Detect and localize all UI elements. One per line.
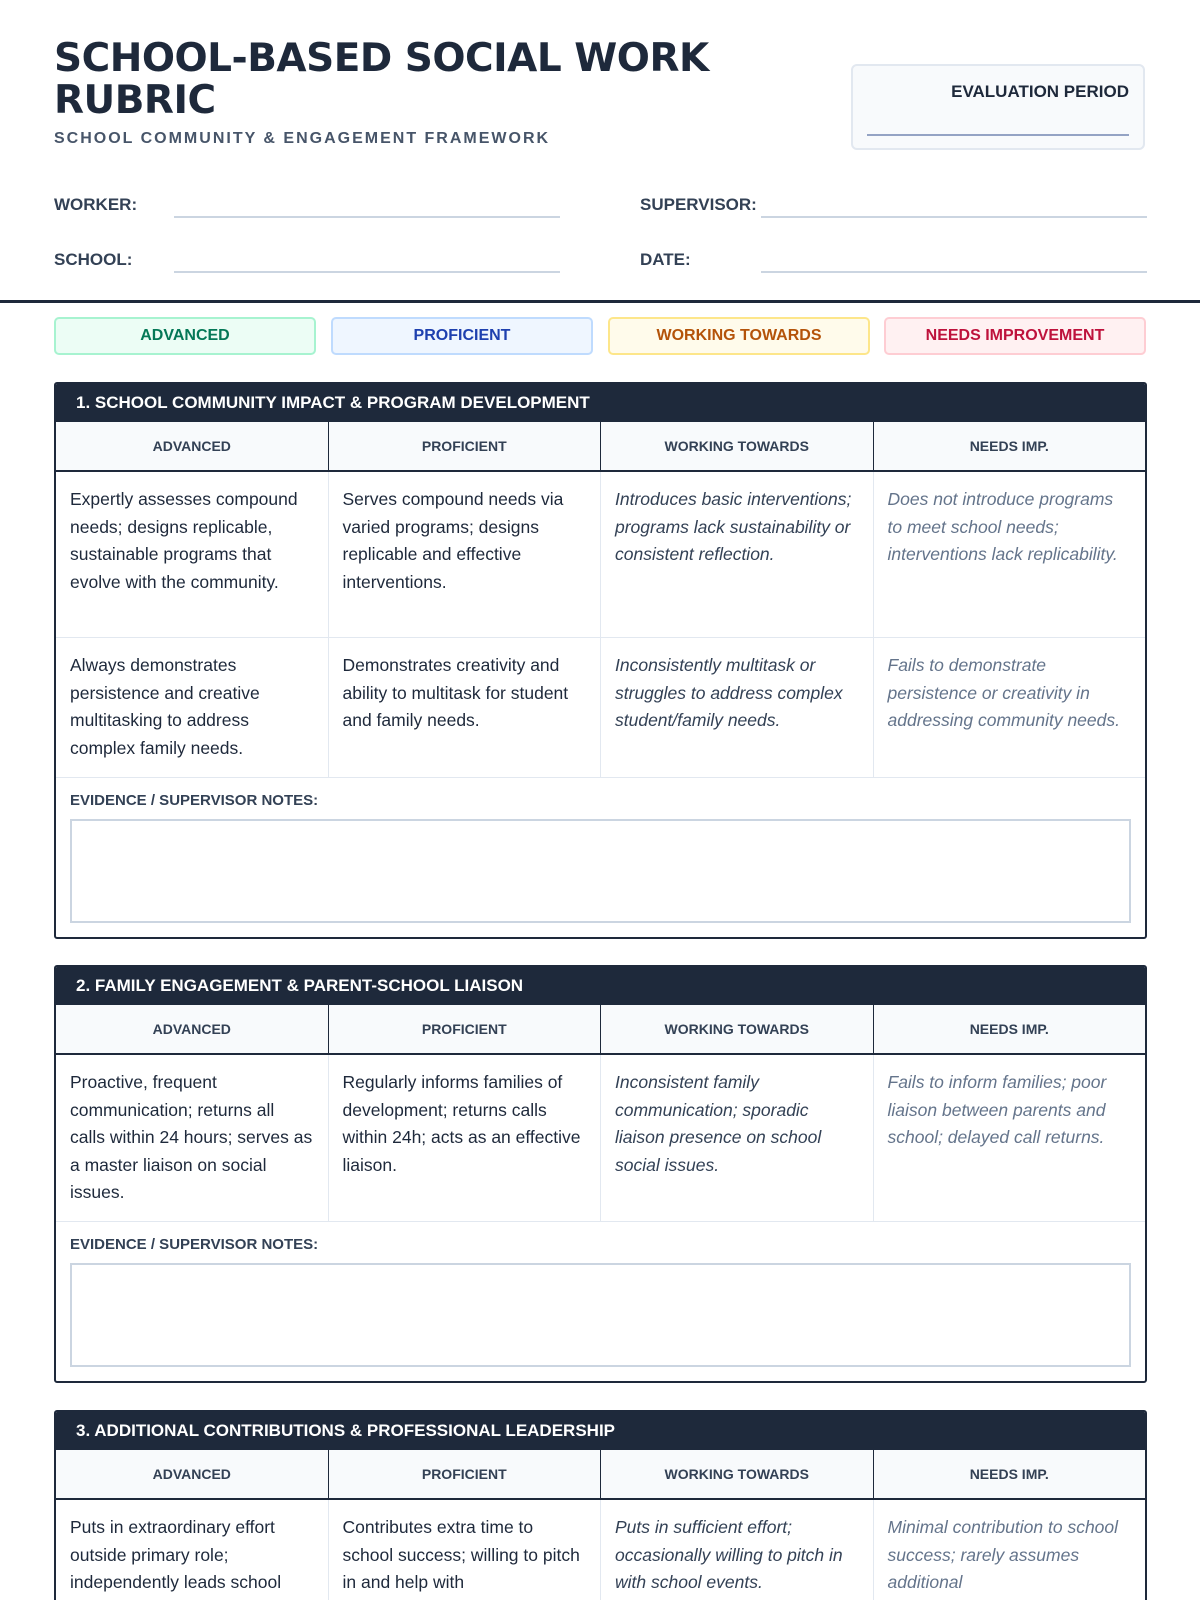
notes-area: [56, 1222, 1145, 1381]
header-divider: [0, 300, 1200, 303]
col-header-needs-improvement: NEEDS IMP.: [969, 438, 1049, 454]
col-header-advanced: ADVANCED: [56, 1005, 329, 1053]
notes-input[interactable]: [70, 819, 1131, 923]
cell-advanced[interactable]: Always demonstrates persistence and creative multitasking to address complex family needs.: [56, 638, 329, 777]
notes-label: EVIDENCE / SUPERVISOR NOTES:: [70, 1236, 319, 1253]
worker-label: WORKER:: [54, 195, 138, 214]
cell-working-towards[interactable]: Introduces basic interventions; programs lack sustainability or consistent reflection.: [601, 472, 874, 637]
legend-advanced: ADVANCED: [54, 317, 316, 355]
column-header-row: [56, 1005, 1145, 1055]
rubric-section-3: [54, 1410, 1147, 1600]
section-title: 3. ADDITIONAL CONTRIBUTIONS & PROFESSIONAL LEADERSHIP: [56, 1412, 1145, 1450]
evaluation-period-label: EVALUATION PERIOD: [951, 82, 1129, 101]
cell-working-towards[interactable]: Inconsistently multitask or struggles to address complex student/family needs.: [601, 638, 874, 777]
notes-area: [56, 778, 1145, 937]
worker-field[interactable]: [174, 216, 560, 218]
rubric-row: [56, 472, 1145, 638]
legend-needs-improvement: NEEDS IMPROVEMENT: [884, 317, 1146, 355]
col-header-proficient: PROFICIENT: [329, 1005, 602, 1053]
evaluation-period-field[interactable]: [867, 134, 1129, 136]
cell-proficient[interactable]: Regularly informs families of development; returns calls within 24h; acts as an effective liaison.: [329, 1055, 602, 1221]
cell-needs-improvement[interactable]: Fails to inform families; poor liaison between parents and school; delayed call returns.: [887, 1072, 1107, 1147]
cell-working-towards[interactable]: Inconsistent family communication; sporadic liaison presence on school social issues.: [601, 1055, 874, 1221]
legend-proficient: PROFICIENT: [331, 317, 593, 355]
date-field[interactable]: [761, 271, 1147, 273]
col-header-advanced: ADVANCED: [56, 422, 329, 470]
page-subtitle: SCHOOL COMMUNITY & ENGAGEMENT FRAMEWORK: [54, 130, 551, 147]
cell-proficient[interactable]: Contributes extra time to school success; willing to pitch in and help with: [329, 1500, 602, 1600]
column-header-row: [56, 422, 1145, 472]
col-header-working-towards: WORKING TOWARDS: [601, 422, 874, 470]
school-label: SCHOOL:: [54, 250, 133, 269]
col-header-working-towards: WORKING TOWARDS: [601, 1005, 874, 1053]
col-header-needs-improvement: NEEDS IMP.: [969, 1021, 1049, 1037]
notes-input[interactable]: [70, 1263, 1131, 1367]
cell-proficient[interactable]: Demonstrates creativity and ability to multitask for student and family needs.: [329, 638, 602, 777]
evaluation-period-box: [851, 64, 1145, 150]
column-header-row: [56, 1450, 1145, 1500]
cell-advanced[interactable]: Expertly assesses compound needs; designs replicable, sustainable programs that evolve with the community.: [56, 472, 329, 637]
supervisor-label: SUPERVISOR:: [640, 195, 757, 214]
supervisor-field[interactable]: [761, 216, 1147, 218]
date-label: DATE:: [640, 250, 691, 269]
rubric-row: [56, 638, 1145, 778]
col-header-working-towards: WORKING TOWARDS: [601, 1450, 874, 1498]
col-header-advanced: ADVANCED: [56, 1450, 329, 1498]
cell-advanced[interactable]: Puts in extraordinary effort outside primary role; independently leads school: [56, 1500, 329, 1600]
col-header-proficient: PROFICIENT: [329, 1450, 602, 1498]
section-title: 1. SCHOOL COMMUNITY IMPACT & PROGRAM DEVELOPMENT: [56, 384, 1145, 422]
col-header-proficient: PROFICIENT: [329, 422, 602, 470]
cell-needs-improvement[interactable]: Fails to demonstrate persistence or creativity in addressing community needs.: [887, 655, 1120, 730]
rubric-section-1: [54, 382, 1147, 939]
section-title: 2. FAMILY ENGAGEMENT & PARENT-SCHOOL LIAISON: [56, 967, 1145, 1005]
school-field[interactable]: [174, 271, 560, 273]
cell-proficient[interactable]: Serves compound needs via varied programs; designs replicable and effective interventions.: [329, 472, 602, 637]
legend-working-towards: WORKING TOWARDS: [608, 317, 870, 355]
cell-working-towards[interactable]: Puts in sufficient effort; occasionally willing to pitch in with school events.: [601, 1500, 874, 1600]
page-title: SCHOOL-BASED SOCIAL WORK RUBRIC: [54, 36, 709, 123]
rubric-section-2: [54, 965, 1147, 1383]
cell-advanced[interactable]: Proactive, frequent communication; returns all calls within 24 hours; serves as a master liaison on social issues.: [56, 1055, 329, 1221]
rubric-row: [56, 1055, 1145, 1222]
col-header-needs-improvement: NEEDS IMP.: [969, 1466, 1049, 1482]
notes-label: EVIDENCE / SUPERVISOR NOTES:: [70, 792, 319, 809]
cell-needs-improvement[interactable]: Does not introduce programs to meet school needs; interventions lack replicability.: [887, 489, 1118, 564]
rubric-row: [56, 1500, 1145, 1600]
cell-needs-improvement[interactable]: Minimal contribution to school success; rarely assumes additional: [887, 1517, 1119, 1592]
